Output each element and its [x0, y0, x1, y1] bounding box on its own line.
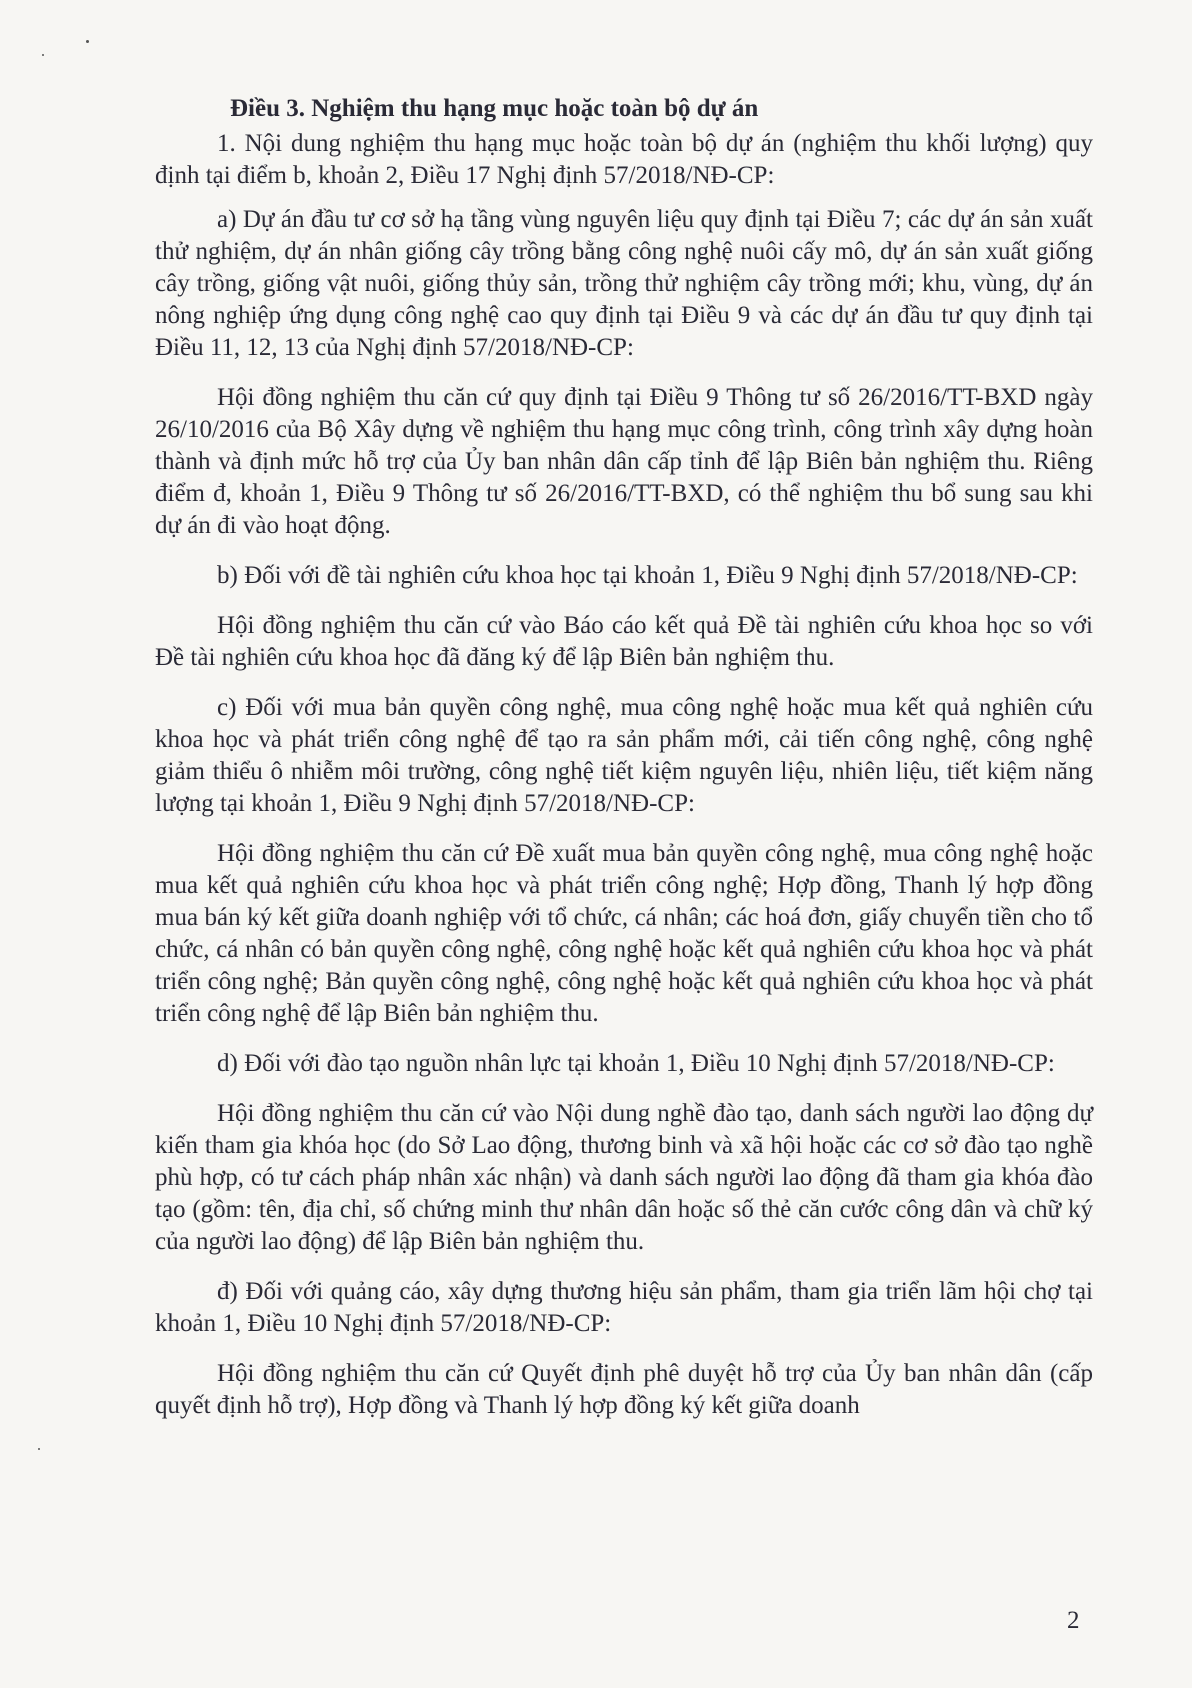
article-heading: Điều 3. Nghiệm thu hạng mục hoặc toàn bộ dự án	[230, 95, 759, 122]
paragraph-b: b) Đối với đề tài nghiên cứu khoa học tại khoản 1, Điều 9 Nghị định 57/2018/NĐ-CP:	[217, 562, 1078, 589]
paragraph-1: 1. Nội dung nghiệm thu hạng mục hoặc toàn bộ dự án (nghiệm thu khối lượng) quy định tại điểm b, khoản 2, Điều 17 Nghị định 57/2018/NĐ-CP:	[155, 130, 1093, 189]
scan-speck	[86, 40, 89, 43]
paragraph-d-detail: Hội đồng nghiệm thu căn cứ vào Nội dung nghề đào tạo, danh sách người lao động dự kiến tham gia khóa học (do Sở Lao động, thương binh và xã hội hoặc các cơ sở đào tạo nghề phù hợp, có tư cách pháp nhân xác nhận) và danh sách người lao động đã tham gia khóa đào tạo (gồm: tên, địa chỉ, số chứng minh thư nhân dân hoặc số thẻ căn cước công dân và chữ ký của người lao động) để lập Biên bản nghiệm thu.	[155, 1100, 1093, 1255]
paragraph-dd-detail: Hội đồng nghiệm thu căn cứ Quyết định phê duyệt hỗ trợ của Ủy ban nhân dân (cấp quyết định hỗ trợ), Hợp đồng và Thanh lý hợp đồng ký kết giữa doanh	[155, 1360, 1093, 1419]
paragraph-c: c) Đối với mua bản quyền công nghệ, mua công nghệ hoặc mua kết quả nghiên cứu khoa học và phát triển công nghệ để tạo ra sản phẩm mới, cải tiến công nghệ, công nghệ giảm thiểu ô nhiễm môi trường, công nghệ tiết kiệm nguyên liệu, nhiên liệu, tiết kiệm năng lượng tại khoản 1, Điều 9 Nghị định 57/2018/NĐ-CP:	[155, 694, 1093, 817]
paragraph-dd: đ) Đối với quảng cáo, xây dựng thương hiệu sản phẩm, tham gia triển lãm hội chợ tại khoản 1, Điều 10 Nghị định 57/2018/NĐ-CP:	[155, 1278, 1093, 1337]
paragraph-a-detail: Hội đồng nghiệm thu căn cứ quy định tại Điều 9 Thông tư số 26/2016/TT-BXD ngày 26/10/2016 của Bộ Xây dựng về nghiệm thu hạng mục công trình, công trình xây dựng hoàn thành và định mức hỗ trợ của Ủy ban nhân dân cấp tỉnh để lập Biên bản nghiệm thu. Riêng điểm đ, khoản 1, Điều 9 Thông tư số 26/2016/TT-BXD, có thể nghiệm thu bổ sung sau khi dự án đi vào hoạt động.	[155, 384, 1093, 539]
paragraph-d: d) Đối với đào tạo nguồn nhân lực tại khoản 1, Điều 10 Nghị định 57/2018/NĐ-CP:	[217, 1050, 1055, 1077]
scan-speck	[38, 1448, 40, 1450]
document-body	[155, 92, 1093, 1440]
paragraph-b-detail: Hội đồng nghiệm thu căn cứ vào Báo cáo kết quả Đề tài nghiên cứu khoa học so với Đề tài nghiên cứu khoa học đã đăng ký để lập Biên bản nghiệm thu.	[155, 612, 1093, 671]
paragraph-a: a) Dự án đầu tư cơ sở hạ tầng vùng nguyên liệu quy định tại Điều 7; các dự án sản xuất thử nghiệm, dự án nhân giống cây trồng bằng công nghệ nuôi cấy mô, dự án sản xuất giống cây trồng, giống vật nuôi, giống thủy sản, trồng thử nghiệm cây trồng mới; khu, vùng, dự án nông nghiệp ứng dụng công nghệ cao quy định tại Điều 9 và các dự án đầu tư quy định tại Điều 11, 12, 13 của Nghị định 57/2018/NĐ-CP:	[155, 206, 1093, 361]
page-number: 2	[1067, 1607, 1080, 1634]
scan-speck	[42, 54, 44, 56]
paragraph-c-detail: Hội đồng nghiệm thu căn cứ Đề xuất mua bản quyền công nghệ, mua công nghệ hoặc mua kết quả nghiên cứu khoa học và phát triển công nghệ; Hợp đồng, Thanh lý hợp đồng mua bán ký kết giữa doanh nghiệp với tổ chức, cá nhân; các hoá đơn, giấy chuyển tiền cho tổ chức, cá nhân có bản quyền công nghệ, công nghệ hoặc kết quả nghiên cứu khoa học và phát triển công nghệ; Bản quyền công nghệ, công nghệ hoặc kết quả nghiên cứu khoa học và phát triển công nghệ để lập Biên bản nghiệm thu.	[155, 840, 1093, 1027]
